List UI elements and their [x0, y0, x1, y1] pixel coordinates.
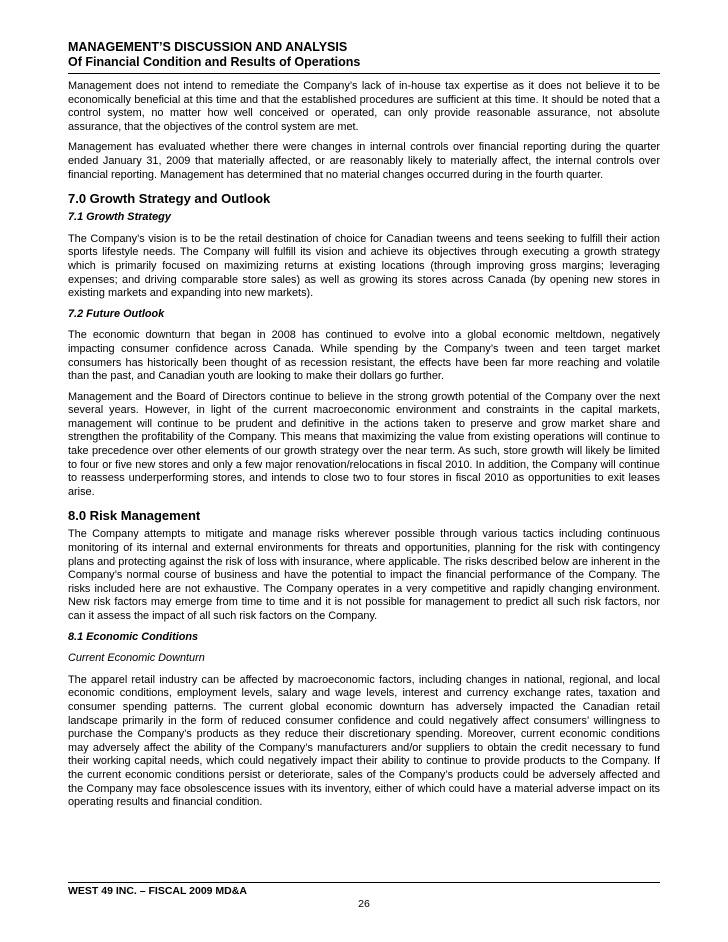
subsection-heading-future-outlook: 7.2 Future Outlook: [68, 307, 165, 320]
paragraph-board-outlook: Management and the Board of Directors continue to believe in the strong growth potential of the Company over the next several years. However, in light of the current macroeconomic environment and constraints in the capital markets, management will continue to be prudent and definitive in the actions taken to preserve and grow market share and strengthen the profitability of the Company. This means that maximizing the value from existing operations will continue to take precedence over other elements of our growth strategy over the near term. As such, store growth will likely be limited to four or five new stores and only a few major renovation/relocations in fiscal 2010. In addition, the Company will continue to reassess underperforming stores, and intends to close two to four stores in fiscal 2010 as opportunities to exit leases arise.: [68, 390, 660, 498]
document-page: [68, 40, 660, 817]
paragraph-company-vision: The Company’s vision is to be the retail destination of choice for Canadian tweens and teens seeking to fulfill their action sports lifestyle needs. The Company will fulfill its vision and achieve its objectives through executing a growth strategy which is primarily focused on maximizing returns at existing locations (through improving gross margins; leveraging expenses; and driving comparable store sales) as well as growing its stores across Canada (by opening new stores in existing markets and expanding into new markets).: [68, 232, 660, 300]
section-heading-growth-strategy: 7.0 Growth Strategy and Outlook: [68, 191, 271, 207]
footer-rule: [68, 882, 660, 883]
paragraph-apparel-retail-industry: The apparel retail industry can be affected by macroeconomic factors, including changes in national, regional, and local economic conditions, employment levels, salary and wage levels, interest and currency exchange rates, taxation and consumer spending patterns. The current global economic downturn has adversely impacted the Canadian retail landscape primarily in the form of reduced consumer confidence and could negatively affect consumers’ willingness to purchase the Company’s products as they reduce their discretionary spending. Moreover, current economic conditions may adversely affect the ability of the Company’s manufacturers and/or suppliers to obtain the credit necessary to fund their working capital needs, which could negatively impact their ability to continue to provide products to the Company. If the current economic conditions persist or deteriorate, sales of the Company’s products could be adversely affected and the Company may face obsolescence issues with its inventory, either of which could have a material adverse impact on its operating results and financial condition.: [68, 673, 660, 809]
page-number: 26: [358, 898, 370, 910]
paragraph-internal-controls: Management has evaluated whether there were changes in internal controls over financial reporting during the quarter ended January 31, 2009 that materially affected, or are reasonably likely to materially affect, the internal controls over financial reporting. Management has determined that no material changes occurred during in the fourth quarter.: [68, 141, 660, 181]
header-rule: [68, 73, 660, 74]
footer-document-title: WEST 49 INC. – FISCAL 2009 MD&A: [68, 885, 247, 897]
subsection-heading-growth-strategy: 7.1 Growth Strategy: [68, 211, 171, 224]
header-subtitle: Of Financial Condition and Results of Operations: [68, 55, 361, 69]
subheading-current-economic-downturn: Current Economic Downturn: [68, 652, 205, 665]
section-heading-risk-management: 8.0 Risk Management: [68, 508, 201, 524]
paragraph-risk-mitigation: The Company attempts to mitigate and manage risks wherever possible through various tactics including continuous monitoring of its internal and external environments for threats and opportunities, planning for the risk with contingency plans and protecting against the risk of loss with insurance, where applicable. The risks described below are inherent in the Company’s normal course of business and have the potential to impact the financial performance of the Company. The risks included here are not exhaustive. The Company operates in a very competitive and rapidly changing environment. New risk factors may emerge from time to time and it is not possible for management to predict all such risk factors, nor can it assess the impact of all such risk factors on the Company.: [68, 528, 660, 622]
subsection-heading-economic-conditions: 8.1 Economic Conditions: [68, 630, 199, 643]
paragraph-tax-expertise: Management does not intend to remediate the Company’s lack of in-house tax expertise as it does not believe it to be economically beneficial at this time and that the established procedures are sufficient at this time. It should be noted that a control system, no matter how well conceived or operated, can only provide reasonable assurance, not absolute assurance, that the objectives of the control system are met.: [68, 80, 660, 133]
page-footer: [68, 882, 660, 911]
paragraph-economic-downturn: The economic downturn that began in 2008 has continued to evolve into a global economic meltdown, negatively impacting consumer confidence across Canada. While spending by the Company’s tween and teen target market consumers has historically been thought of as recession resistant, the effects have been far more reaching and volatile than the past, and Canadian youth are looking to make their dollars go further.: [68, 329, 660, 383]
header-title: MANAGEMENT’S DISCUSSION AND ANALYSIS: [68, 40, 348, 54]
